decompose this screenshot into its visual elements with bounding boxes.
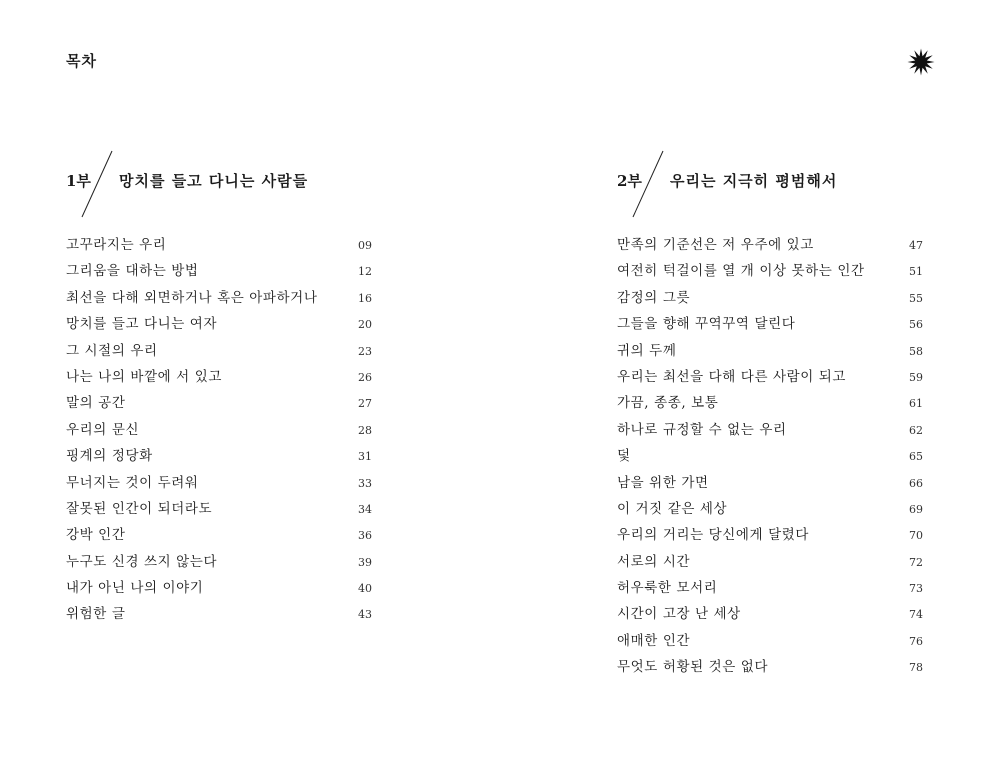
toc-entry-title: 시간이 고장 난 세상 [617,606,741,623]
toc-entry-page: 76 [909,634,923,648]
toc-entry [617,654,923,680]
toc-entry-page: 26 [358,370,372,384]
toc-entry [617,258,923,284]
toc-entry [66,417,372,443]
toc-entry [617,470,923,496]
part-2-number: 2부 [617,172,642,190]
toc-entry [66,601,372,627]
toc-entry [617,522,923,548]
part-2-heading [617,150,927,220]
toc-entry-title: 우리는 최선을 다해 다른 사람이 되고 [617,368,847,385]
toc-entry-page: 70 [909,529,923,543]
toc-entry [617,443,923,469]
slash-divider [631,150,665,218]
toc-entry-page: 59 [909,370,923,384]
part-2 [617,150,927,676]
toc-entry-title: 감정의 그릇 [617,289,691,306]
toc-entry-page: 78 [909,661,923,675]
toc-entry [617,628,923,654]
toc-entry-page: 51 [909,265,923,279]
toc-entry-title: 가끔, 종종, 보통 [617,395,719,412]
part-1-heading [66,150,376,220]
toc-entry-page: 72 [909,555,923,569]
toc-entry-title: 그 시절의 우리 [66,342,158,359]
toc-entry [66,364,372,390]
toc-entry-page: 66 [909,476,923,490]
toc-entry [617,338,923,364]
toc-entry-page: 58 [909,344,923,358]
toc-list-part-2 [617,232,923,681]
toc-entry-page: 62 [909,423,923,437]
toc-entry-title: 귀의 두께 [617,342,677,359]
toc-entry-title: 서로의 시간 [617,553,691,570]
toc-entry [617,575,923,601]
toc-entry-title: 만족의 기준선은 저 우주에 있고 [617,237,814,253]
toc-entry [66,522,372,548]
toc-entry-title: 이 거짓 같은 세상 [617,500,728,517]
toc-entry-title: 무너지는 것이 두려워 [66,474,199,491]
toc-entry-title: 여전히 턱걸이를 열 개 이상 못하는 인간 [617,263,865,280]
part-1-number: 1부 [66,172,91,190]
toc-entry-page: 43 [358,608,372,622]
toc-entry [617,549,923,575]
toc-entry-page: 40 [358,582,372,596]
toc-entry-page: 39 [358,555,372,569]
toc-entry-page: 23 [358,344,372,358]
toc-entry-page: 47 [909,239,923,252]
toc-entry-page: 36 [358,529,372,543]
toc-entry [66,443,372,469]
toc-entry [66,311,372,337]
toc-entry-page: 20 [358,318,372,332]
toc-entry [66,285,372,311]
toc-entry [617,364,923,390]
toc-entry-title: 위험한 글 [66,606,126,623]
toc-entry [66,258,372,284]
toc-entry [66,575,372,601]
toc-entry-title: 나는 나의 바깥에 서 있고 [66,368,222,385]
toc-entry [66,390,372,416]
toc-entry-title: 잘못된 인간이 되더라도 [66,500,213,517]
toc-entry-title: 하나로 규정할 수 없는 우리 [617,421,787,438]
toc-entry-page: 28 [358,423,372,437]
toc-entry-title: 내가 아닌 나의 이야기 [66,580,204,597]
part-1-title: 망치를 들고 다니는 사람들 [119,172,309,190]
toc-entry-title: 남을 위한 가면 [617,474,709,491]
slash-divider [80,150,114,218]
toc-entry-page: 12 [358,265,372,279]
toc-entry-title: 핑계의 정당화 [66,448,153,465]
toc-entry [617,496,923,522]
toc-entry-title: 고꾸라지는 우리 [66,237,167,253]
toc-entry-page: 16 [358,291,372,305]
toc-entry-title: 그리움을 대하는 방법 [66,263,199,280]
toc-entry-title: 최선을 다해 외면하거나 혹은 아파하거나 [66,289,318,306]
toc-entry-title: 망치를 들고 다니는 여자 [66,316,218,333]
toc-entry-title: 그들을 향해 꾸역꾸역 달린다 [617,316,796,333]
toc-entry-title: 허우룩한 모서리 [617,580,718,597]
part-2-title: 우리는 지극히 평범해서 [670,172,838,190]
toc-entry-title: 말의 공간 [66,395,126,412]
toc-entry [617,417,923,443]
toc-entry-title: 무엇도 허황된 것은 없다 [617,659,769,676]
toc-entry [617,311,923,337]
toc-entry-title: 덫 [617,448,631,465]
toc-entry [66,232,372,258]
toc-entry-page: 74 [909,608,923,622]
toc-entry-page: 33 [358,476,372,490]
toc-entry [617,390,923,416]
toc-entry-page: 09 [358,239,372,252]
toc-entry-page: 34 [358,502,372,516]
toc-entry [66,470,372,496]
toc-list-part-1 [66,232,372,628]
toc-entry-page: 55 [909,291,923,305]
toc-entry [66,338,372,364]
toc-entry-title: 애매한 인간 [617,632,691,649]
toc-entry-page: 65 [909,450,923,464]
toc-entry-page: 56 [909,318,923,332]
toc-entry-title: 우리의 문신 [66,421,140,438]
toc-entry-page: 31 [358,450,372,464]
toc-entry [66,549,372,575]
toc-entry-page: 27 [358,397,372,411]
toc-entry [617,232,923,258]
toc-entry [617,285,923,311]
toc-entry [617,601,923,627]
toc-entry-page: 73 [909,582,923,596]
page-title: 목차 [66,52,97,70]
toc-entry-page: 61 [909,397,923,411]
star-burst-icon [907,48,935,76]
toc-entry-title: 우리의 거리는 당신에게 달렸다 [617,527,810,544]
toc-entry-title: 강박 인간 [66,527,126,544]
toc-entry-title: 누구도 신경 쓰지 않는다 [66,553,218,570]
part-1 [66,150,376,623]
toc-entry [66,496,372,522]
toc-entry-page: 69 [909,502,923,516]
